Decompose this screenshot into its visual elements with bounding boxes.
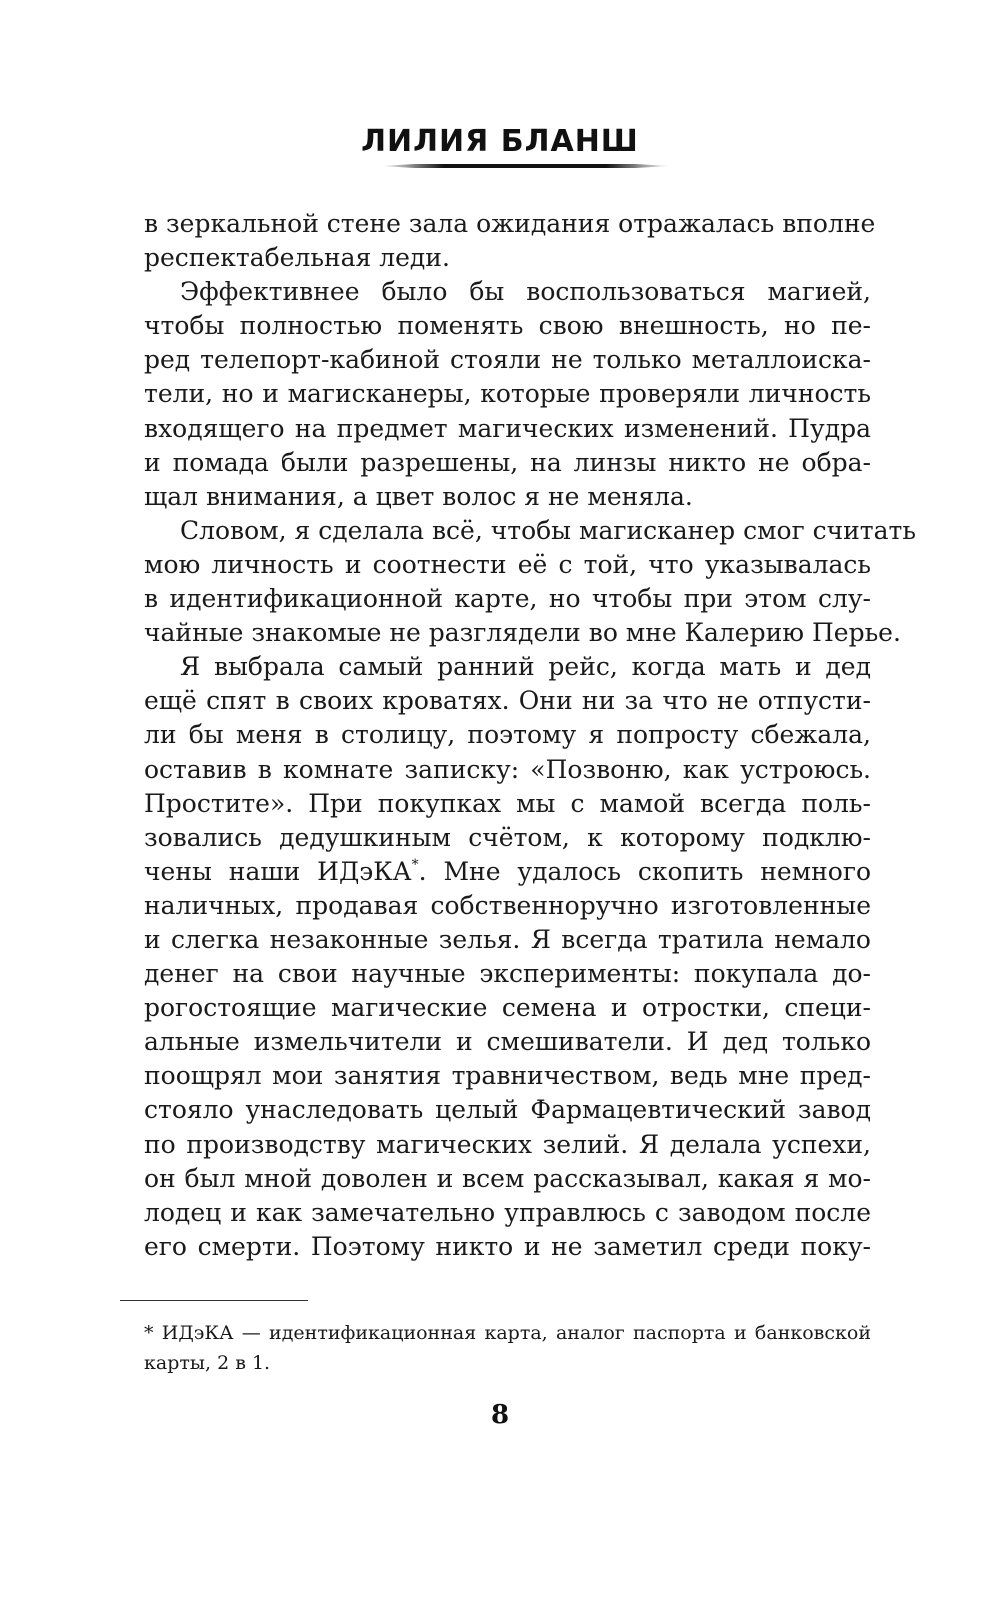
- text-line: [144, 821, 871, 855]
- text-line: [144, 480, 871, 514]
- text-line: [144, 1093, 871, 1127]
- footnote-line: карты, 2 в 1.: [144, 1352, 271, 1374]
- text-line: [144, 241, 871, 275]
- text-line-content: стояло унаследовать целый Фармацевтический завод: [144, 1095, 871, 1125]
- text-line: [144, 377, 871, 411]
- text-line: [144, 923, 871, 957]
- text-line-content: в идентификационной карте, но чтобы при этом слу-: [144, 584, 871, 614]
- page-number: 8: [490, 1400, 510, 1430]
- text-line-content: альные измельчители и смешиватели. И дед только: [144, 1027, 871, 1057]
- text-line: [144, 309, 871, 343]
- text-line-content: входящего на предмет магических изменений. Пудра: [144, 413, 871, 443]
- text-line: [144, 718, 871, 752]
- text-line-content: в зеркальной стене зала ожидания отражалась вполне: [144, 209, 876, 238]
- text-line: [144, 1128, 871, 1162]
- text-line: [144, 616, 901, 650]
- text-line: [144, 514, 916, 548]
- text-line: [144, 582, 871, 616]
- text-line-content: ещё спят в своих кроватях. Они ни за что не отпусти-: [144, 686, 871, 716]
- text-line-content: его смерти. Поэтому никто и не заметил среди поку-: [144, 1231, 871, 1261]
- text-line: [144, 1162, 871, 1196]
- text-line-content: ли бы меня в столицу, поэтому я попросту сбежала,: [144, 720, 871, 750]
- text-line: [144, 446, 871, 480]
- text-line-content: мою личность и соотнести её с той, что указывалась: [144, 549, 871, 579]
- text-line-continuation: . Мне удалось скопить немного: [418, 856, 871, 886]
- footnote: [144, 1318, 871, 1378]
- text-line-content: рогостоящие магические семена и отростки, специ-: [144, 993, 871, 1023]
- text-line-content: Простите». При покупках мы с мамой всегда поль-: [144, 788, 871, 818]
- header-decorative-rule: [380, 164, 670, 168]
- text-line: [144, 787, 871, 821]
- text-line-content: зовались дедушкиным счётом, к которому подклю-: [144, 822, 871, 852]
- text-line: [144, 889, 871, 923]
- footnote-marker: *: [411, 856, 419, 873]
- text-line-content: Эффективнее было бы воспользоваться магией,: [180, 277, 871, 307]
- text-line: [144, 650, 871, 684]
- text-line: [144, 1025, 871, 1059]
- text-line-content: Я выбрала самый ранний рейс, когда мать и дед: [180, 652, 871, 682]
- text-line: [144, 275, 871, 309]
- text-line-content: Словом, я сделала всё, чтобы магисканер смог считать: [180, 515, 916, 545]
- text-line-content: тели, но и магисканеры, которые проверяли личность: [144, 379, 871, 409]
- text-line: [144, 991, 871, 1025]
- text-line: [144, 684, 871, 718]
- text-line-content: чтобы полностью поменять свою внешность, но пе-: [144, 311, 871, 341]
- footnote-separator: [120, 1300, 308, 1301]
- text-line: [144, 957, 871, 991]
- text-line-content: респектабельная леди.: [144, 243, 450, 273]
- footnote-line: * ИДэКА — идентификационная карта, аналог паспорта и банковской: [144, 1322, 871, 1344]
- text-line-content: и помада были разрешены, на линзы никто не обра-: [144, 447, 871, 477]
- text-line: [144, 343, 871, 377]
- text-line-content: наличных, продавая собственноручно изготовленные: [144, 890, 871, 920]
- text-line: [144, 548, 871, 582]
- text-line-content: он был мной доволен и всем рассказывал, какая я мо-: [144, 1163, 871, 1193]
- text-line: [144, 412, 871, 446]
- running-header: [0, 124, 1000, 159]
- text-line: [144, 1059, 871, 1093]
- text-line-content: и слегка незаконные зелья. Я всегда тратила немало: [144, 924, 871, 954]
- text-line-content: лодец и как замечательно управлюсь с заводом после: [144, 1197, 871, 1227]
- text-line: [144, 855, 871, 889]
- text-line-content: чены наши ИДэКА: [144, 856, 412, 886]
- main-text: [144, 207, 916, 1264]
- text-line: [144, 1196, 871, 1230]
- text-line-content: поощрял мои занятия травничеством, ведь мне пред-: [144, 1061, 871, 1091]
- text-line-content: по производству магических зелий. Я делала успехи,: [144, 1129, 871, 1159]
- text-line-content: ред телепорт-кабиной стояли не только металлоиска-: [144, 345, 871, 375]
- text-line-content: чайные знакомые не разглядели во мне Калерию Перье.: [144, 618, 901, 648]
- text-line: [144, 207, 876, 241]
- text-line-content: денег на свои научные эксперименты: покупала до-: [144, 959, 871, 989]
- text-line: [144, 1230, 871, 1264]
- text-line-content: щал внимания, а цвет волос я не меняла.: [144, 481, 693, 511]
- text-line: [144, 753, 871, 787]
- text-line-content: оставив в комнате записку: «Позвоню, как устроюсь.: [144, 754, 871, 784]
- author-name: ЛИЛИЯ БЛАНШ: [361, 124, 639, 159]
